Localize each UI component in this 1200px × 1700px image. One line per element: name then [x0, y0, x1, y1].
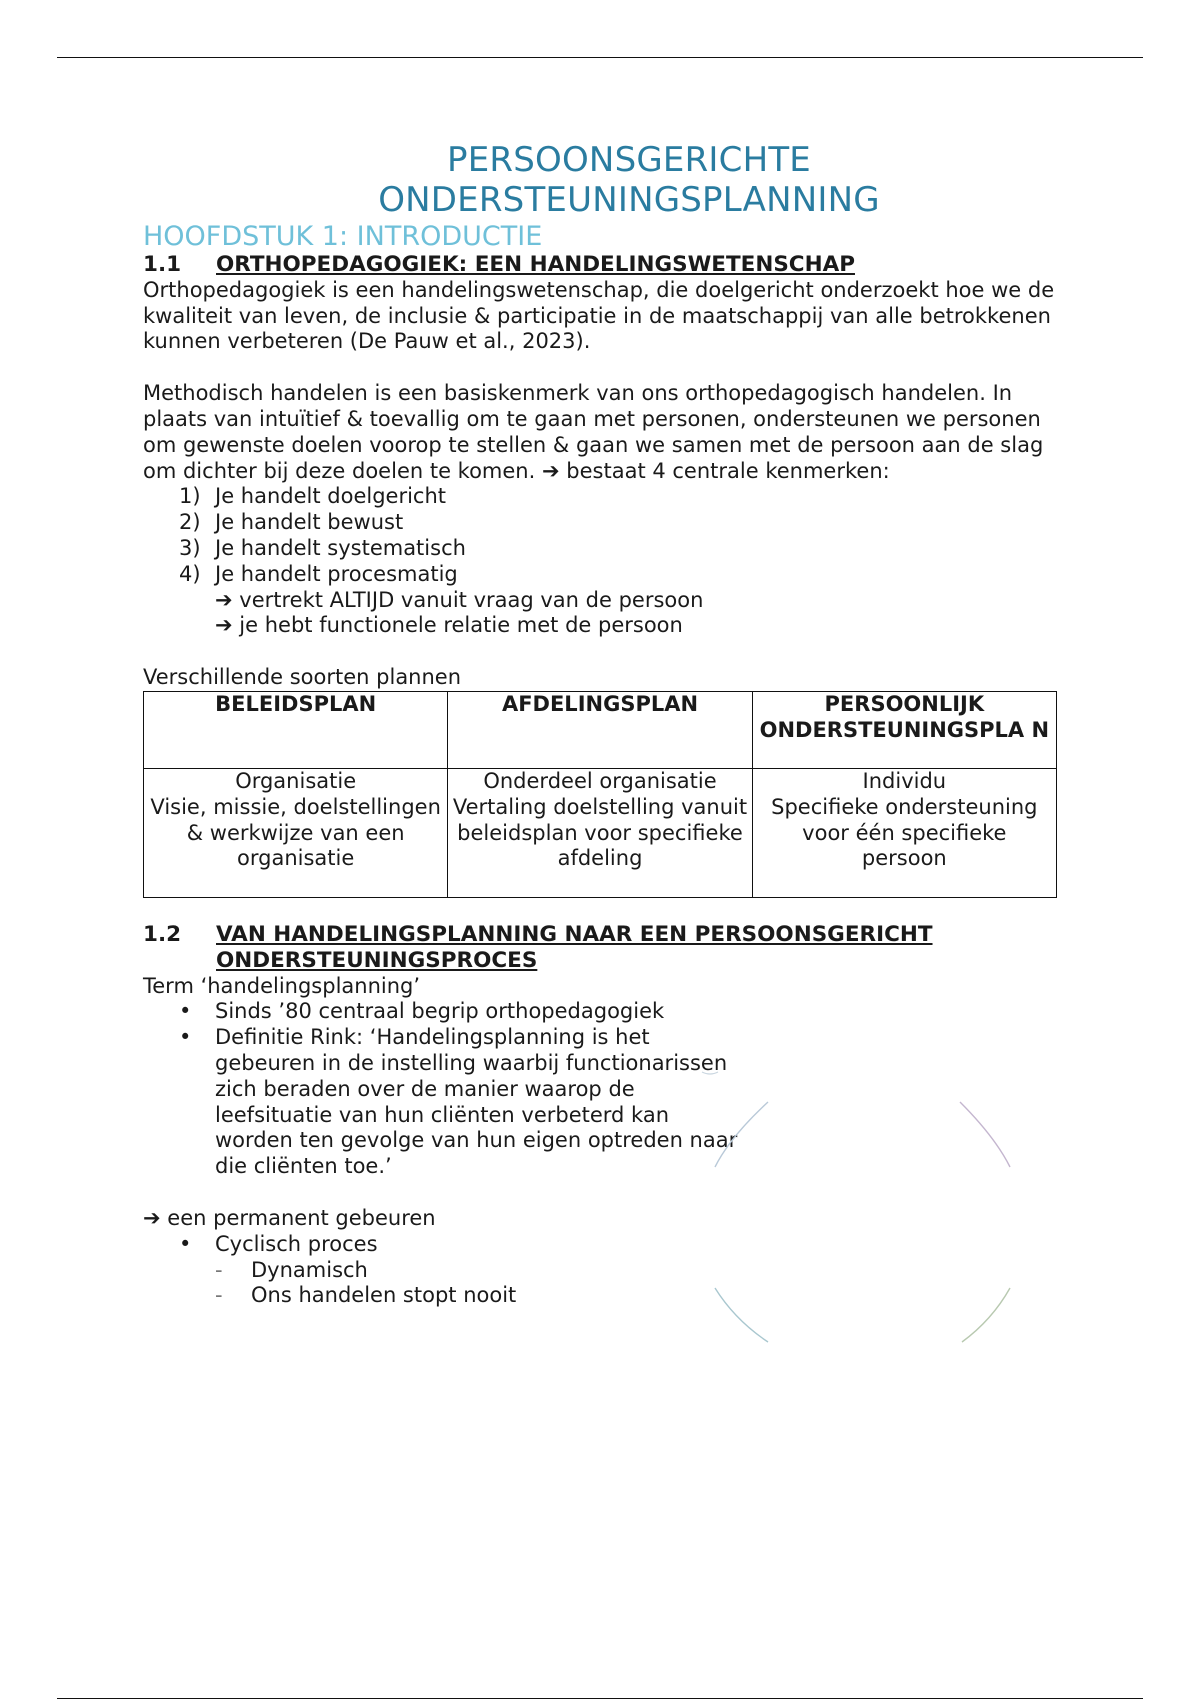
footer-rule	[57, 1698, 1143, 1699]
cycle-arc-top-right	[960, 1102, 1010, 1167]
list-item: 1) Je handelt doelgericht	[179, 484, 447, 509]
method-paragraph-tail: bestaat 4 centrale kenmerken:	[566, 458, 890, 483]
title-line-2: ONDERSTEUNINGSPLANNING	[378, 180, 880, 220]
list-item: - Dynamisch	[215, 1257, 368, 1282]
table-header-cell: PERSOONLIJK ONDERSTEUNINGSPLA N	[752, 691, 1056, 768]
list-item: • Cyclisch proces	[179, 1231, 378, 1256]
dash-icon: -	[215, 1257, 223, 1282]
list-item: • Definitie Rink: ‘Handelingsplanning is het gebeuren in de instelling waarbij functionarissen zich beraden over de manier waarop de leefsituatie van hun cliënten verbeterd kan worden ten gevolge van hun eigen optreden naar die cliënten toe.’	[179, 1025, 738, 1179]
cycle-diagram	[700, 1062, 1030, 1352]
plans-caption: Verschillende soorten plannen	[143, 665, 462, 690]
arrow-icon: ➔	[541, 458, 560, 483]
cycle-arc-bottom-left	[715, 1288, 768, 1342]
arrow-icon: ➔	[215, 613, 233, 638]
table-row	[144, 768, 1057, 897]
title-line-1: PERSOONSGERICHTE	[447, 140, 811, 180]
cycle-mark-top	[702, 1072, 718, 1074]
cycle-arc-bottom-right	[962, 1288, 1010, 1342]
section-2-title: VAN HANDELINGSPLANNING NAAR EEN PERSOONSGERICHT ONDERSTEUNINGSPROCES	[216, 921, 933, 973]
term-label: Term ‘handelingsplanning’	[143, 973, 421, 998]
table-cell: Organisatie Visie, missie, doelstellingen & werkwijze van een organisatie	[144, 768, 448, 897]
section-1-number: 1.1	[143, 252, 182, 277]
table-cell: Onderdeel organisatie Vertaling doelstelling vanuit beleidsplan voor specifieke afdeling	[448, 768, 752, 897]
bullet-icon: •	[179, 1231, 192, 1256]
sub-arrow-item: ➔ vertrekt ALTIJD vanuit vraag van de persoon	[215, 587, 704, 612]
arrow-icon: ➔	[143, 1205, 161, 1230]
list-item: 2) Je handelt bewust	[179, 510, 404, 535]
characteristics-list	[143, 484, 1063, 587]
table-header-row	[144, 691, 1057, 768]
section-2-number: 1.2	[143, 921, 182, 947]
sub-arrow-item: ➔ je hebt functionele relatie met de persoon	[215, 613, 683, 638]
list-item: 4) Je handelt procesmatig	[179, 561, 458, 586]
table-cell: Individu Specifieke ondersteuning voor één specifieke persoon	[752, 768, 1056, 897]
chapter-heading: HOOFDSTUK 1: INTRODUCTIE	[143, 221, 543, 252]
permanent-line: ➔ een permanent gebeuren	[143, 1205, 436, 1230]
table-header-cell: AFDELINGSPLAN	[448, 691, 752, 768]
header-rule	[57, 57, 1143, 58]
cycle-arc-top-left	[715, 1102, 768, 1167]
method-paragraph-text: Methodisch handelen is een basiskenmerk van ons orthopedagogisch handelen. In plaats van intuïtief & toevallig om te gaan met personen, ondersteunen we personen om gewenste doelen voorop te stellen & gaan we samen met de persoon aan de slag om dichter bij deze doelen te komen.	[143, 381, 1044, 483]
intro-paragraph: Orthopedagogiek is een handelingswetenschap, die doelgericht onderzoekt hoe we de kwaliteit van leven, de inclusie & participatie in de maatschappij van alle betrokkenen kunnen verbeteren (De Pauw et al., 2023).	[143, 277, 1055, 354]
bullet-icon: •	[179, 1025, 192, 1050]
section-2-heading	[143, 922, 1063, 974]
table-header-cell: BELEIDSPLAN	[144, 691, 448, 768]
section-1-heading	[143, 252, 1063, 278]
dash-icon: -	[215, 1283, 223, 1308]
list-item: • Sinds ’80 centraal begrip orthopedagogiek	[179, 999, 665, 1024]
list-item: 3) Je handelt systematisch	[179, 535, 466, 560]
section-1-title: ORTHOPEDAGOGIEK: EEN HANDELINGSWETENSCHAP	[216, 252, 855, 277]
document-title	[195, 140, 1063, 220]
method-paragraph	[143, 381, 1063, 484]
bullet-icon: •	[179, 999, 192, 1024]
arrow-icon: ➔	[215, 587, 233, 612]
list-item: - Ons handelen stopt nooit	[215, 1283, 517, 1308]
plans-table	[143, 691, 1057, 898]
